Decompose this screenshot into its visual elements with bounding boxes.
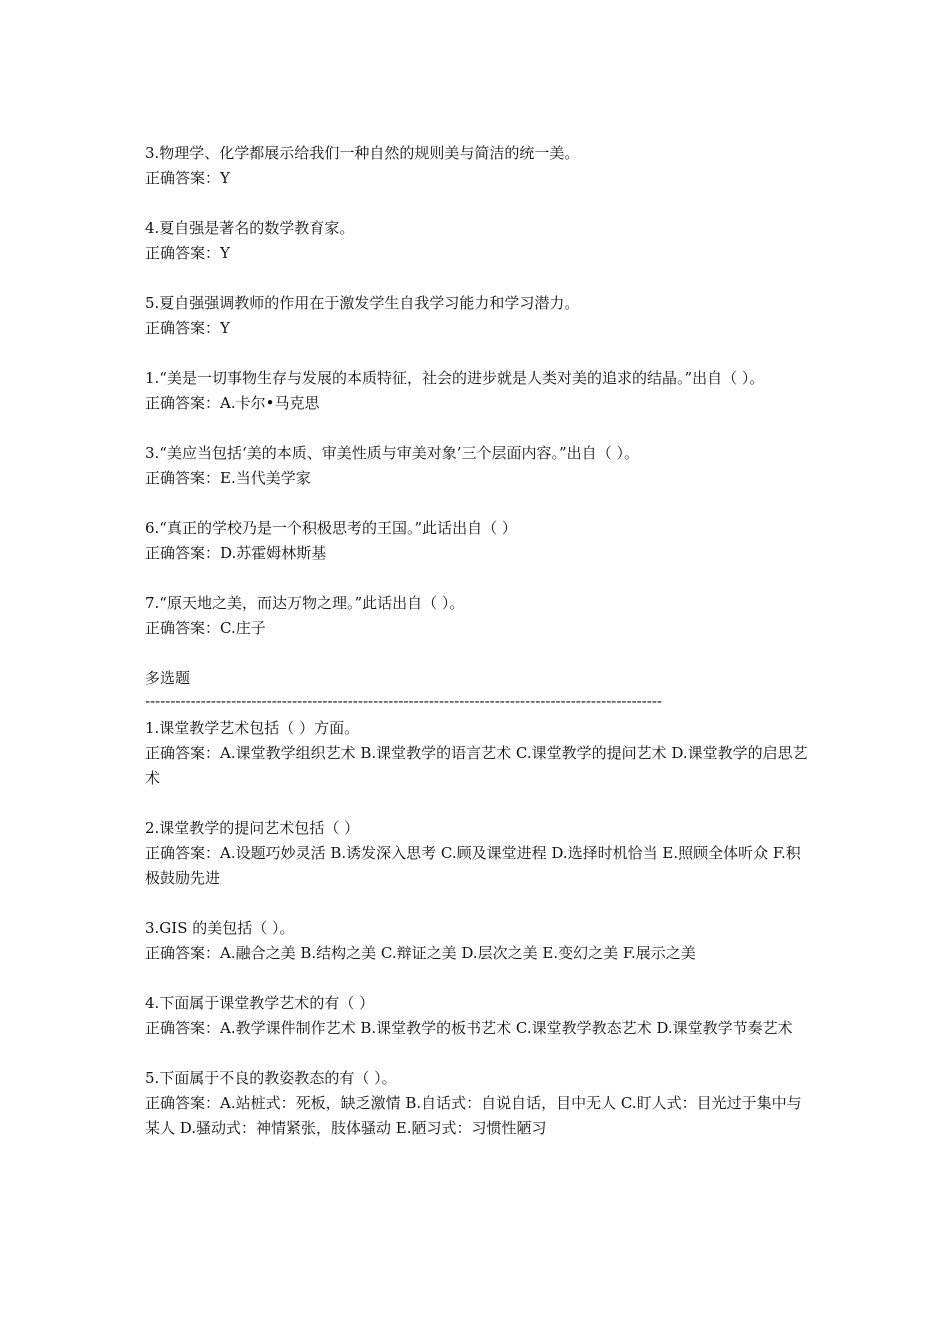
answer-text: 正确答案：A.教学课件制作艺术 B.课堂教学的板书艺术 C.课堂教学教态艺术 D.课堂教学节奏艺术 <box>145 1019 793 1037</box>
question-block <box>145 216 810 266</box>
question-text: 2.课堂教学的提问艺术包括（ ） <box>145 819 360 837</box>
question-block <box>145 1066 810 1141</box>
question-text: 3.物理学、化学都展示给我们一种自然的规则美与简洁的统一美。 <box>145 144 580 162</box>
section-divider: ------------------------------------------------------------------------------------------------------ <box>145 692 662 710</box>
answer-text: 正确答案：D.苏霍姆林斯基 <box>145 544 327 562</box>
question-block <box>145 916 810 966</box>
question-text: 7.“原天地之美，而达万物之理。”此话出自（ ）。 <box>145 594 465 612</box>
question-text: 4.夏自强是著名的数学教育家。 <box>145 219 355 237</box>
question-text: 4.下面属于课堂教学艺术的有（ ） <box>145 994 375 1012</box>
question-block <box>145 716 810 791</box>
answer-text: 正确答案：C.庄子 <box>145 619 266 637</box>
section-title: 多选题 <box>145 669 191 687</box>
question-block <box>145 991 810 1041</box>
question-block <box>145 141 810 191</box>
question-text: 5.夏自强强调教师的作用在于激发学生自我学习能力和学习潜力。 <box>145 294 580 312</box>
answer-text: 正确答案：Y <box>145 244 230 262</box>
question-text: 1.“美是一切事物生存与发展的本质特征，社会的进步就是人类对美的追求的结晶。”出自（ ）。 <box>145 369 765 387</box>
question-block <box>145 366 810 416</box>
multi-section-header <box>145 666 810 711</box>
question-block <box>145 291 810 341</box>
answer-text: 正确答案：E.当代美学家 <box>145 469 311 487</box>
question-text: 6.“真正的学校乃是一个积极思考的王国。”此话出自（ ） <box>145 519 517 537</box>
question-text: 3.GIS 的美包括（ ）。 <box>145 919 295 937</box>
question-block <box>145 516 810 566</box>
answer-text: 正确答案：A.站桩式：死板，缺乏激情 B.自话式：自说自话，目中无人 C.盯人式：目光过于集中与某人 D.骚动式：神情紧张，肢体骚动 E.陋习式：习惯性陋习 <box>145 1094 802 1137</box>
document-page <box>145 141 810 1166</box>
answer-text: 正确答案：A.卡尔•马克思 <box>145 394 320 412</box>
answer-text: 正确答案：A.设题巧妙灵活 B.诱发深入思考 C.顾及课堂进程 D.选择时机恰当 E.照顾全体听众 F.积极鼓励先进 <box>145 844 801 887</box>
question-block <box>145 591 810 641</box>
answer-text: 正确答案：Y <box>145 319 230 337</box>
question-block <box>145 816 810 891</box>
question-text: 3.“美应当包括‘美的本质、审美性质与审美对象’三个层面内容。”出自（ ）。 <box>145 444 639 462</box>
question-text: 5.下面属于不良的教姿教态的有（ ）。 <box>145 1069 397 1087</box>
answer-text: 正确答案：Y <box>145 169 230 187</box>
question-block <box>145 441 810 491</box>
question-text: 1.课堂教学艺术包括（ ）方面。 <box>145 719 360 737</box>
answer-text: 正确答案：A.融合之美 B.结构之美 C.辩证之美 D.层次之美 E.变幻之美 F.展示之美 <box>145 944 696 962</box>
answer-text: 正确答案：A.课堂教学组织艺术 B.课堂教学的语言艺术 C.课堂教学的提问艺术 D.课堂教学的启思艺术 <box>145 744 808 787</box>
